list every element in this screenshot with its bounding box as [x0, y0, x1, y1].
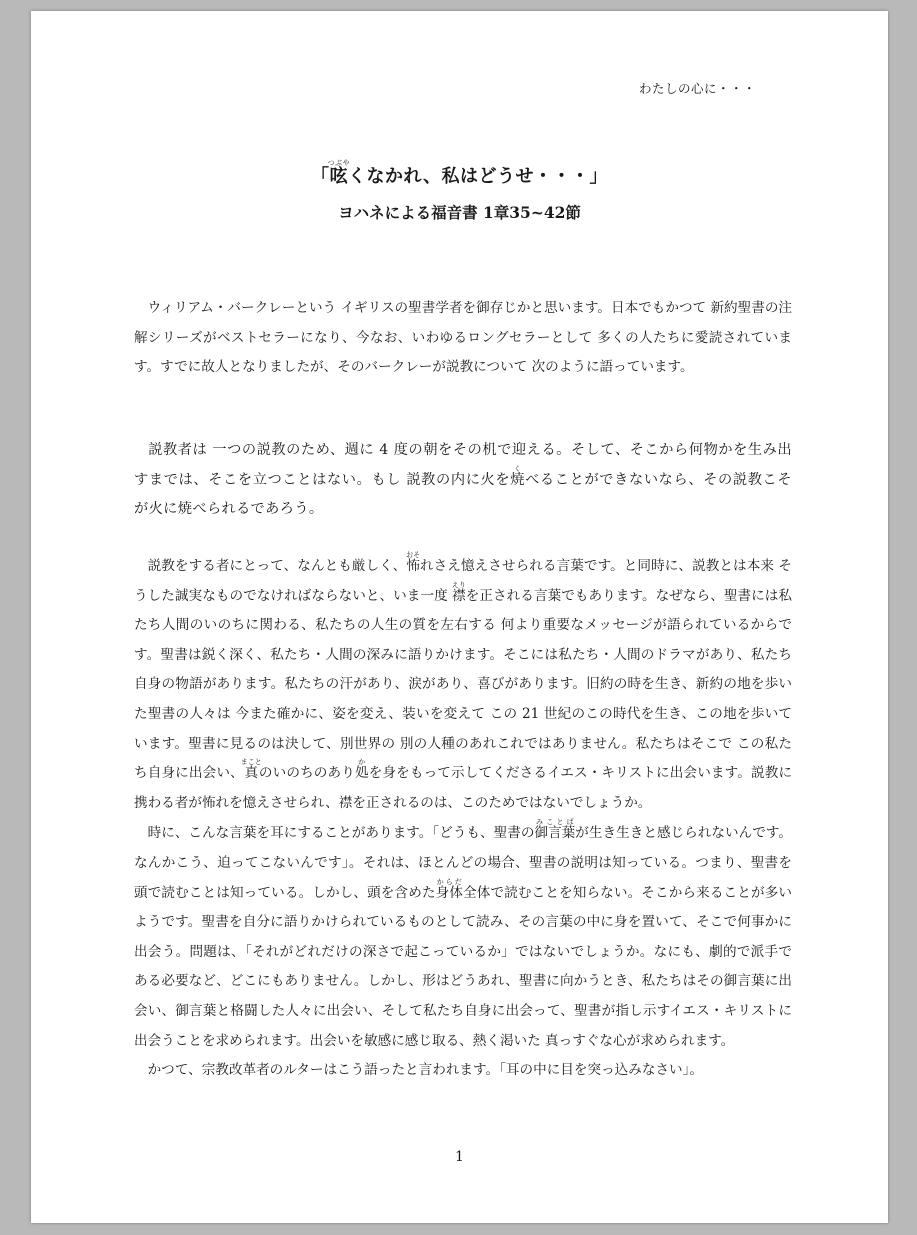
p4-ruby-1: [534, 818, 576, 842]
page-number: 1: [455, 1149, 464, 1165]
p3-ruby-1: [406, 551, 421, 574]
p4-ruby-1-reading: みことば: [534, 818, 576, 827]
sermon-title: [31, 159, 888, 188]
quote-part-b: べることができないなら、その説教こそが火に焼べられるであろう。: [134, 471, 792, 518]
p4-ruby-1-base: 御言葉: [534, 825, 576, 842]
quote-ruby-reading: く: [510, 464, 525, 473]
title-ruby-reading: つぶや: [327, 159, 350, 167]
main-text: [134, 551, 792, 1086]
paragraph-commentary: [134, 551, 792, 818]
p4-ruby-2-reading: からだ: [435, 877, 463, 886]
p3-part-a: 説教をする者にとって、なんとも厳しく、: [147, 558, 407, 574]
quote-ruby-base: 焼: [510, 471, 526, 488]
p4-part-c: 全体で読むことを知らない。そこから来ることが多いようです。聖書を自分に語りかけられているものとして読み、その言葉の中に身を置いて、そこで何事かに出会う。問題は、「それがどれだけの深さで起こっているか」ではないでしょうか。なにも、劇的で派手である必要など、どこにもありません。しかし、形はどうあれ、聖書に向かうとき、私たちはその御言葉に出会い、御言葉と格闘した人々に出会い、そして私たち自身に出会って、聖書が指し示すイエス・キリストに出会うことを求められます。出会いを敏感に感じ取る、熱く渇いた 真っすぐな心が求められます。: [134, 884, 793, 1049]
p4-part-b: が生き生きと感じられないんです。なんかこう、迫ってこないんです」。それは、ほとんどの場合、聖書の説明は知っている。つまり、聖書を頭で読むことは知っている。しかし、頭を含めた: [134, 825, 792, 901]
p3-ruby-2-base: 襟: [451, 587, 466, 604]
title-open-bracket: 「: [310, 166, 330, 187]
p3-ruby-2: [451, 580, 466, 604]
quote-part-a: 説教者は 一つの説教のため、週に 4 度の朝をその机で迎える。そして、そこから何物かを生み出すまでは、そこを立つことはない。もし 説教の内に火を: [134, 442, 792, 488]
p3-ruby-1-reading: おそ: [406, 551, 421, 559]
p3-part-e: を身をもって示してくださるイエス・キリストに出会います。説教に携わる者が怖れを憶えさせられ、襟を正されるのは、このためではないでしょうか。: [134, 765, 793, 811]
p3-ruby-3-reading: まこと: [240, 758, 262, 767]
paragraph-reading: [134, 818, 792, 1056]
p3-ruby-2-reading: えり: [451, 580, 466, 589]
header-note: わたしの心に・・・: [638, 81, 756, 96]
quote-text: [134, 436, 792, 525]
paragraph-intro-text: ウィリアム・バークレーという イギリスの聖書学者を御存じかと思います。日本でもかつて 新約聖書の注解シリーズがベストセラーになり、今なお、いわゆるロングセラーとして 多くの人たちに愛読されています。すでに故人となりましたが、そのバークレーが説教について 次のように語っています。: [134, 300, 793, 376]
p3-ruby-3-base: 真: [240, 765, 262, 782]
p4-part-a: 時に、こんな言葉を耳にすることがあります。「どうも、聖書の: [147, 825, 535, 842]
quote-ruby: [510, 464, 526, 488]
block-quote: [134, 436, 792, 525]
title-ruby-base: 呟: [327, 166, 350, 187]
p3-ruby-4: [354, 758, 369, 782]
title-ruby: [327, 159, 350, 187]
p3-ruby-1-base: 怖: [406, 558, 421, 574]
p3-part-c: を正される言葉でもあります。なぜなら、聖書には私たち人間のいのちに関わる、私たちの人生の質を左右する 何より重要なメッセージが語られているからです。聖書は鋭く深く、私たち・人間の深みに語りかけます。そこには私たち・人間のドラマがあり、私たち自身の物語があります。私たちの汗があり、涙があり、喜びがあります。旧約の時を生き、新約の地を歩いた聖書の人々は 今また確かに、姿を変え、装いを変えて この 21 世紀のこの時代を生き、この地を歩いています。聖書に見るのは決して、別世界の 別の人種のあれこれではありません。私たちはそこで この私たち自身に出会い、: [134, 587, 792, 782]
p3-ruby-4-reading: か: [354, 758, 369, 767]
p3-ruby-4-base: 処: [354, 765, 369, 782]
p3-ruby-3: [240, 758, 262, 782]
p3-part-b: れさえ憶えさせられる言葉です。と同時に、説教とは本来 そうした誠実なものでなければならないと、いま一度: [134, 558, 793, 604]
p4-ruby-2-base: 身体: [435, 884, 464, 901]
paragraph-luther: かつて、宗教改革者のルターはこう語ったと言われます。「耳の中に目を突っ込みなさい」。: [147, 1062, 704, 1079]
paragraph-intro: [134, 294, 792, 383]
scripture-reference: ヨハネによる福音書 1章35~42節: [338, 203, 581, 222]
p4-ruby-2: [435, 877, 464, 901]
title-rest: くなかれ、私はどうせ・・・」: [347, 166, 609, 187]
p3-part-d: のいのちのあり: [258, 765, 355, 782]
document-page: [31, 11, 888, 1223]
